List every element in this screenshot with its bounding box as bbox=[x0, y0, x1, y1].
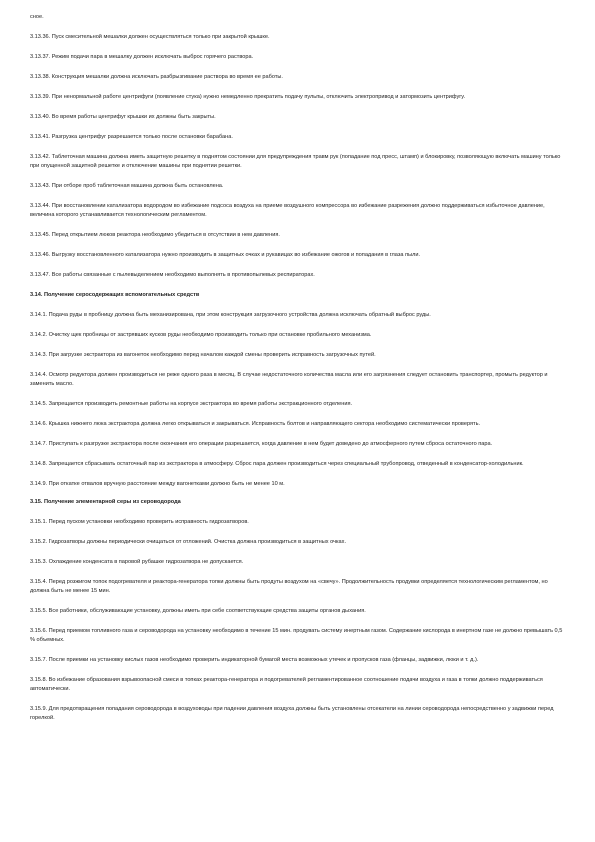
section-heading-3-14: 3.14. Получение серосодержащих вспомогательных средств bbox=[30, 292, 200, 298]
clause-3-13-43: 3.13.43. При отборе проб таблеточная машина должна быть остановлена. bbox=[30, 183, 224, 189]
clause-3-13-39: 3.13.39. При ненормальной работе центрифуги (появление стука) нужно немедленно прекратить подачу пульпы, отключить электропривод и затормозить центрифугу. bbox=[30, 94, 466, 100]
clause-3-13-38: 3.13.38. Конструкция мешалки должна исключать разбрызгивание раствора во время ее работы. bbox=[30, 74, 283, 80]
clause-3-14-3: 3.14.3. При загрузке экстрактора из вагонеток необходимо перед началом каждой смены проверить исправность загрузочных путей. bbox=[30, 352, 376, 358]
clause-3-13-41: 3.13.41. Разгрузка центрифуг разрешается только после остановки барабана. bbox=[30, 134, 233, 140]
clause-3-15-7: 3.15.7. После приемки на установку кислых газов необходимо проверить индикаторной бумагой места возможных утечек и пропусков газа (фланцы, задвижки, люки и т. д.). bbox=[30, 657, 479, 663]
clause-3-14-9: 3.14.9. При откатке отвалов вручную расстояние между вагонетками должно быть не менее 10 м. bbox=[30, 481, 285, 487]
clause-3-14-2: 3.14.2. Очистку щек пробницы от застрявших кусков руды необходимо производить только при остановке пробильного механизма. bbox=[30, 332, 372, 338]
clause-3-13-42: 3.13.42. Таблеточная машина должна иметь защитную решетку в поднятом состоянии для предупреждения травм рук (попадание под пресс, штамп) и блокировку, позволяющую включать машину только при опущенной защитной решетке и отключение машины при поднятии решетки. bbox=[30, 154, 561, 169]
clause-3-14-1: 3.14.1. Подача руды в пробницу должна быть механизирована, при этом конструкция загрузочного устройства должна исключать обратный выброс руды. bbox=[30, 312, 431, 318]
clause-3-13-46: 3.13.46. Выгрузку восстановленного катализатора нужно производить в защитных очках и рукавицах во избежание ожогов и попадания в глаза пыли. bbox=[30, 252, 421, 258]
clause-3-15-2: 3.15.2. Гидрозатворы должны периодически очищаться от отложений. Очистка должна производиться в защитных очках. bbox=[30, 539, 347, 545]
clause-3-15-1: 3.15.1. Перед пуском установки необходимо проверить исправность гидрозатворов. bbox=[30, 519, 249, 525]
clause-3-13-44: 3.13.44. При восстановлении катализатора водородом во избежание подсоса воздуха на приеме воздушного компрессора во избежание разрежения должно поддерживаться избыточное давление, величина которого устанавливается технологическим регламентом. bbox=[30, 203, 545, 218]
clause-3-15-8: 3.15.8. Во избежание образования взрывоопасной смеси в топках реактора-генератора и подогревателей регламентированное соотношение подачи воздуха и газа в топки должно поддерживаться автоматически. bbox=[30, 677, 543, 692]
clause-3-13-47: 3.13.47. Все работы связанные с пылевыделением необходимо выполнять в противопылевых респираторах. bbox=[30, 272, 315, 278]
clause-3-14-8: 3.14.8. Запрещается сбрасывать остаточный пар из экстрактора в атмосферу. Сброс пара должен производиться через специальный трубопровод, отведенный в конденсатор-холодильник. bbox=[30, 461, 524, 467]
clause-3-14-5: 3.14.5. Запрещается производить ремонтные работы на корпусе экстрактора во время работы экстракционного отделения. bbox=[30, 401, 353, 407]
clause-3-13-37: 3.13.37. Режим подачи пара в мешалку должен исключать выброс горячего раствора. bbox=[30, 54, 254, 60]
clause-3-14-7: 3.14.7. Приступать к разгрузке экстрактора после окончания его операции разрешается, когда давление в нем будет доведено до атмосферного путем сброса остаточного пара. bbox=[30, 441, 493, 447]
clause-3-15-9: 3.15.9. Для предотвращения попадания сероводорода в воздуховоды при падении давления воздуха должны быть установлены отсекатели на линии сероводорода непосредственно у задвижки перед горелкой. bbox=[30, 706, 554, 721]
clause-3-13-40: 3.13.40. Во время работы центрифуг крышки их должны быть закрыты. bbox=[30, 114, 216, 120]
clause-3-15-6: 3.15.6. Перед приемом топливного газа и сероводорода на установку необходимо в течение 15 мин. продувать систему инертным газом. Содержание кислорода в инертном газе не должно превышать 0,5 % объемных. bbox=[30, 628, 563, 643]
clause-3-15-5: 3.15.5. Все работники, обслуживающие установку, должны иметь при себе соответствующие средства защиты органов дыхания. bbox=[30, 608, 366, 614]
clause-3-13-36: 3.13.36. Пуск смесительной мешалки должен осуществляться только при закрытой крышке. bbox=[30, 34, 270, 40]
section-heading-3-15: 3.15. Получение элементарной серы из сероводорода bbox=[30, 499, 181, 505]
paragraph-continuation: сное. bbox=[30, 14, 44, 20]
clause-3-15-3: 3.15.3. Охлаждение конденсата в паровой рубашке гидрозатвора не допускается. bbox=[30, 559, 244, 565]
clause-3-15-4: 3.15.4. Перед розжигом топок подогревателя и реактора-генератора топки должны быть продуты воздухом на «свечу». Продолжительность продувки определяется технологическим регламентом, но должна быть не менее 15 мин. bbox=[30, 579, 548, 594]
clause-3-13-45: 3.13.45. Перед открытием люков реактора необходимо убедиться в отсутствии в нем давления. bbox=[30, 232, 280, 238]
clause-3-14-4: 3.14.4. Осмотр редуктора должен производиться не реже одного раза в месяц. В случае недостаточного количества масла или его загрязнения следует остановить транспортер, промыть редуктор и заменить масло. bbox=[30, 372, 548, 387]
clause-3-14-6: 3.14.6. Крышка нижнего люка экстрактора должна легко открываться и закрываться. Исправность болтов и направляющего сектора необходимо систематически проверять. bbox=[30, 421, 481, 427]
